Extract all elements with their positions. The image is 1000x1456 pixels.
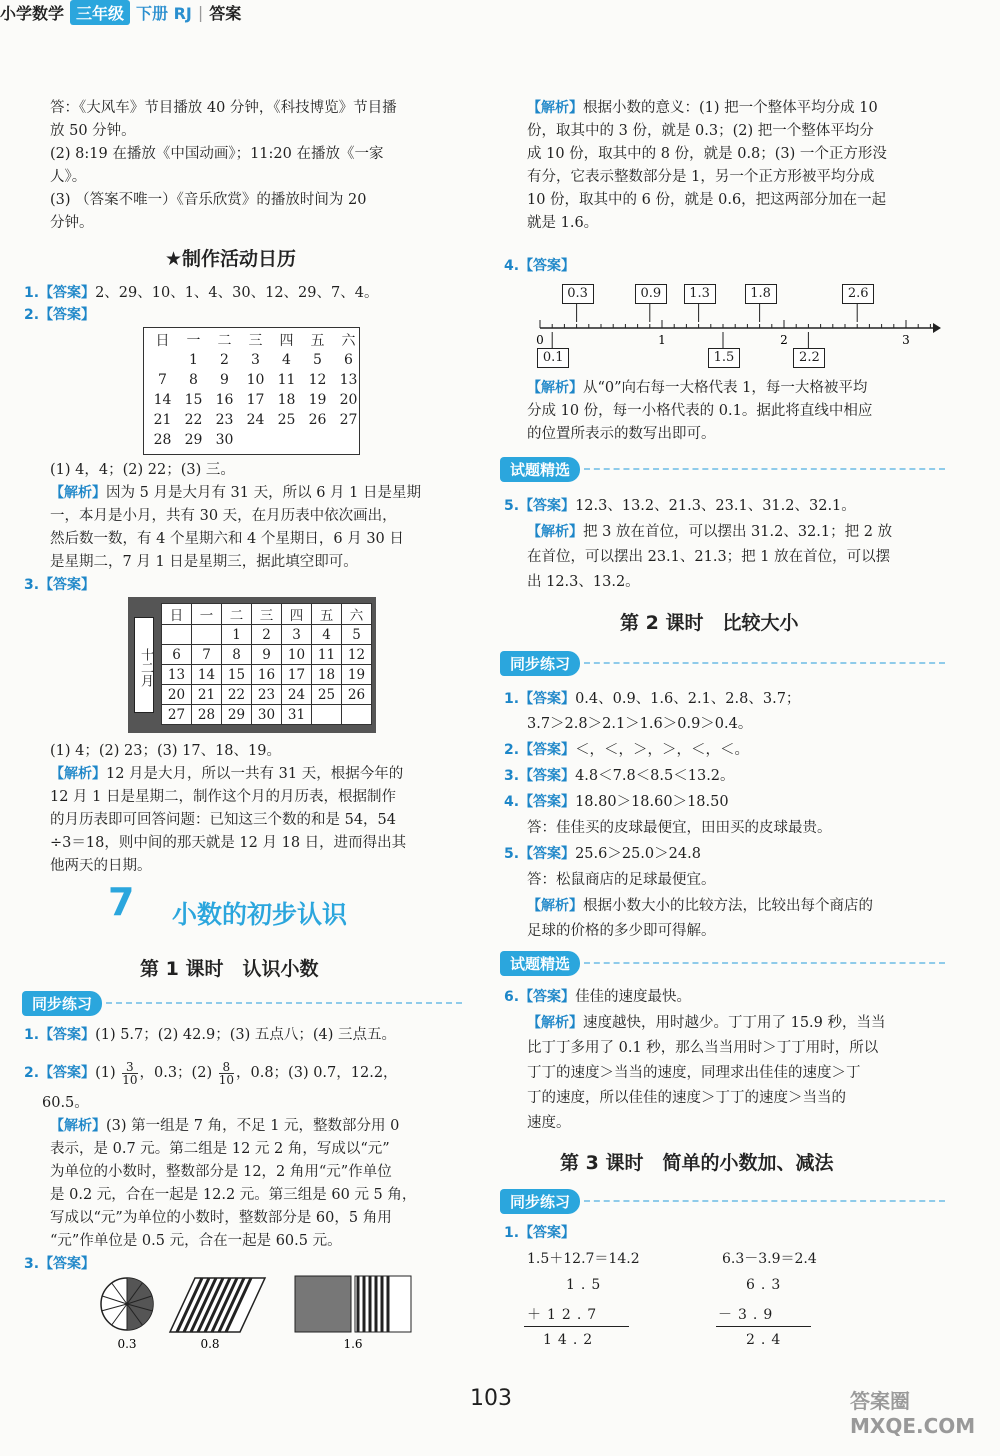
lesson-3-title: 第 3 课时 简单的小数加、减法 bbox=[560, 1152, 834, 1174]
answer-tag: 【答案】 bbox=[39, 307, 96, 323]
top-explanation bbox=[527, 97, 878, 119]
weekday-cell: 一 bbox=[186, 333, 201, 349]
day-cell: 14 bbox=[192, 665, 222, 685]
lesson-1-title: 第 1 课时 认识小数 bbox=[140, 958, 319, 980]
day-cell: 17 bbox=[246, 392, 265, 408]
day-cell bbox=[342, 705, 372, 725]
sync-practice-banner bbox=[22, 990, 462, 1016]
answer-text: 60.5。 bbox=[42, 1095, 89, 1111]
decimal-figures bbox=[95, 1272, 425, 1352]
answer-text: 25.6＞25.0＞24.8 bbox=[575, 846, 701, 862]
explanation-text: 是 0.2 元，合在一起是 12.2 元。第三组是 60 元 5 角， bbox=[50, 1187, 417, 1203]
intro-line: 人》。 bbox=[50, 169, 87, 185]
june-calendar bbox=[147, 330, 364, 450]
explanation-text: 把 3 放在首位，可以摆出 31.2、32.1；把 2 放 bbox=[583, 524, 893, 540]
calendar-week-row bbox=[162, 645, 372, 665]
explanation-text: 的月历表即可回答问题：已知这三个数的和是 54，54 bbox=[50, 812, 397, 828]
question-number: 1. bbox=[24, 1027, 40, 1043]
explanation-tag: 【解析】 bbox=[527, 898, 583, 914]
day-cell: 14 bbox=[153, 392, 172, 408]
explanation-text: 写成以“元”为单位的小数时，整数部分是 60，5 角用 bbox=[50, 1210, 392, 1226]
answer-text: ，0.3；(2) bbox=[139, 1065, 213, 1081]
l1-explanation bbox=[50, 1115, 399, 1137]
question-number: 2. bbox=[504, 742, 520, 758]
explanation-text: 份，取其中的 3 份，就是 0.3；(2) 把一个整体平均分 bbox=[527, 123, 874, 139]
question-number: 1. bbox=[504, 1225, 520, 1241]
square-figures bbox=[295, 1276, 411, 1332]
explanation-text: 从“0”向右每一大格代表 1，每一大格被平均 bbox=[583, 380, 868, 396]
calendar-week-row bbox=[147, 430, 364, 450]
answer-tag: 【答案】 bbox=[519, 846, 576, 862]
day-cell: 29 bbox=[184, 432, 203, 448]
question-6 bbox=[504, 986, 691, 1008]
day-cell: 12 bbox=[342, 645, 372, 665]
answer-tag: 【答案】 bbox=[519, 794, 576, 810]
day-cell: 4 bbox=[312, 625, 342, 645]
explanation-text: 然后数一数，有 4 个星期六和 4 个星期日，6 月 30 日 bbox=[50, 531, 404, 547]
day-cell: 13 bbox=[339, 372, 358, 388]
answer-text: 4.8＜7.8＜8.5＜13.2。 bbox=[575, 768, 735, 784]
weekday-cell: 四 bbox=[282, 604, 312, 625]
answer-tag: 【答案】 bbox=[39, 1065, 96, 1081]
day-cell bbox=[240, 430, 271, 450]
explanation-text: 丁丁的速度＞当当的速度，同理求出佳佳的速度＞丁 bbox=[527, 1065, 861, 1081]
weekday-cell: 日 bbox=[155, 333, 170, 349]
day-cell bbox=[333, 430, 364, 450]
weekday-cell: 五 bbox=[312, 604, 342, 625]
l2-question-4 bbox=[504, 791, 729, 813]
l2-question-2 bbox=[504, 739, 749, 761]
q6-explanation bbox=[527, 1012, 886, 1034]
intro-line: (2) 8:19 在播放《中国动画》；11:20 在播放《一家 bbox=[50, 146, 384, 162]
day-cell: 3 bbox=[282, 625, 312, 645]
day-cell: 16 bbox=[215, 392, 234, 408]
number-line-value-box: 0.3 bbox=[562, 284, 594, 304]
explanation-text: 比丁丁多用了 0.1 秒，那么当当用时＞丁丁用时，所以 bbox=[527, 1040, 879, 1056]
equation: 1.5＋12.7＝14.2 bbox=[527, 1251, 640, 1267]
explanation-tag: 【解析】 bbox=[50, 1118, 106, 1134]
answer-tag: 【答案】 bbox=[519, 258, 576, 274]
section-label: 试题精选 bbox=[500, 457, 580, 482]
question-4 bbox=[504, 255, 575, 277]
unit-title: 小数的初步认识 bbox=[172, 900, 348, 929]
day-cell: 21 bbox=[192, 685, 222, 705]
answer-text: 0.4、0.9、1.6、2.1、2.8、3.7； bbox=[575, 691, 801, 707]
answer-text: 2、29、10、1、4、30、12、29、7、4。 bbox=[95, 285, 379, 301]
day-cell: 15 bbox=[222, 665, 252, 685]
explanation-text: 丁的速度，所以佳佳的速度＞丁丁的速度＞当当的 bbox=[527, 1090, 846, 1106]
intro-line: 放 50 分钟。 bbox=[50, 123, 136, 139]
intro-line: 答：《大风车》节目播放 40 分钟，《科技博览》节目播 bbox=[50, 100, 397, 116]
explanation-text: 成 10 份，取其中的 8 份，就是 0.8；(3) 一个正方形没 bbox=[527, 146, 887, 162]
page-number: 103 bbox=[470, 1386, 512, 1411]
intro-line: 分钟。 bbox=[50, 215, 94, 231]
weekday-cell: 三 bbox=[252, 604, 282, 625]
weekday-cell: 六 bbox=[341, 333, 356, 349]
figure-label: 1.6 bbox=[343, 1337, 363, 1351]
explanation-text: 他两天的日期。 bbox=[50, 858, 152, 874]
answer-text: (1) 5.7；(2) 42.9；(3) 五点八；(4) 三点五。 bbox=[95, 1027, 397, 1043]
calc-rule bbox=[524, 1326, 629, 1327]
answer-tag: 【答案】 bbox=[519, 742, 576, 758]
explanation-tag: 【解析】 bbox=[527, 1015, 583, 1031]
day-cell: 5 bbox=[342, 625, 372, 645]
divider bbox=[106, 1002, 462, 1004]
day-cell: 30 bbox=[252, 705, 282, 725]
day-cell: 9 bbox=[252, 645, 282, 665]
weekday-header-row bbox=[147, 330, 364, 350]
l1-question-1 bbox=[24, 1024, 396, 1046]
weekday-cell: 六 bbox=[342, 604, 372, 625]
sync-practice-banner bbox=[500, 650, 945, 676]
numerator: 3 bbox=[122, 1061, 137, 1074]
l1-question-3 bbox=[24, 1253, 95, 1275]
q2-answer: (1) 4，4；(2) 22；(3) 三。 bbox=[50, 462, 235, 478]
l3-question-1 bbox=[504, 1222, 575, 1244]
q5-explanation bbox=[527, 521, 892, 543]
calendar-week-row bbox=[162, 685, 372, 705]
q4-explanation bbox=[527, 377, 867, 399]
numerator: 8 bbox=[219, 1061, 234, 1074]
day-cell: 28 bbox=[192, 705, 222, 725]
number-line bbox=[535, 282, 945, 372]
day-cell: 24 bbox=[246, 412, 265, 428]
day-cell bbox=[271, 430, 302, 450]
section-label: 同步练习 bbox=[500, 1189, 580, 1214]
day-cell: 31 bbox=[282, 705, 312, 725]
q2-explanation bbox=[50, 482, 421, 504]
lesson-2-title: 第 2 课时 比较大小 bbox=[620, 612, 799, 634]
day-cell: 11 bbox=[277, 372, 296, 388]
day-cell: 8 bbox=[222, 645, 252, 665]
day-cell: 5 bbox=[313, 352, 322, 368]
answer-tag: 【答案】 bbox=[519, 768, 576, 784]
number-line-value-box: 2.2 bbox=[793, 348, 825, 368]
day-cell: 23 bbox=[252, 685, 282, 705]
day-cell: 16 bbox=[252, 665, 282, 685]
divider bbox=[584, 962, 945, 964]
weekday-header-row bbox=[162, 604, 372, 625]
day-cell: 7 bbox=[158, 372, 167, 388]
parallelogram-figure bbox=[170, 1278, 265, 1332]
day-cell: 26 bbox=[308, 412, 327, 428]
l2-question-5 bbox=[504, 843, 701, 865]
question-number: 1. bbox=[504, 691, 520, 707]
number-line-value-box: 1.3 bbox=[684, 284, 716, 304]
vertical-calc-line: －3.9 bbox=[718, 1307, 779, 1323]
day-cell: 20 bbox=[339, 392, 358, 408]
weekday-cell: 五 bbox=[310, 333, 325, 349]
question-1 bbox=[24, 282, 378, 304]
answer-label: 答案 bbox=[209, 4, 242, 23]
answer-tag: 【答案】 bbox=[519, 498, 576, 514]
weekday-cell: 一 bbox=[192, 604, 222, 625]
question-3 bbox=[24, 574, 95, 596]
explanation-text: 根据小数大小的比较方法，比较出每个商店的 bbox=[583, 898, 873, 914]
day-cell: 23 bbox=[215, 412, 234, 428]
question-number: 3. bbox=[24, 1256, 40, 1272]
number-line-value-box: 1.8 bbox=[745, 284, 777, 304]
explanation-tag: 【解析】 bbox=[50, 485, 106, 501]
answer-tag: 【答案】 bbox=[519, 1225, 576, 1241]
figure-label: 0.3 bbox=[117, 1337, 137, 1351]
q3-explanation bbox=[50, 763, 403, 785]
explanation-tag: 【解析】 bbox=[50, 766, 106, 782]
explanation-text: 一，本月是小月，共有 30 天，在月历表中依次画出， bbox=[50, 508, 397, 524]
question-number: 4. bbox=[504, 258, 520, 274]
calc-rule bbox=[716, 1326, 811, 1327]
explanation-text: 为单位的小数时，整数部分是 12，2 角用“元”作单位 bbox=[50, 1164, 392, 1180]
number-line-value-box: 0.1 bbox=[537, 348, 569, 368]
month-label: 十二月 bbox=[134, 617, 154, 713]
section-label: 同步练习 bbox=[500, 651, 580, 676]
explanation-text: 12 月是大月，所以一共有 31 天，根据今年的 bbox=[106, 766, 404, 782]
vertical-calc-line: ＋12.7 bbox=[527, 1307, 603, 1323]
explanation-text: 分成 10 份，每一小格代表的 0.1。据此将直线中相应 bbox=[527, 403, 873, 419]
day-cell: 15 bbox=[184, 392, 203, 408]
section-label: 试题精选 bbox=[500, 951, 580, 976]
answer-tag: 【答案】 bbox=[39, 1027, 96, 1043]
calendar-week-row bbox=[162, 705, 372, 725]
circle-figure bbox=[101, 1278, 153, 1330]
calendar-week-row bbox=[147, 410, 364, 430]
day-cell: 3 bbox=[251, 352, 260, 368]
calendar-activity-title: ★制作活动日历 bbox=[165, 248, 297, 270]
vertical-calc-line: 1.5 bbox=[566, 1277, 607, 1293]
explanation-text: 是星期二，7 月 1 日是星期三，据此填空即可。 bbox=[50, 554, 358, 570]
vertical-calc-line: 14.2 bbox=[543, 1332, 599, 1348]
unit-number: 7 bbox=[108, 880, 135, 924]
day-cell: 19 bbox=[308, 392, 327, 408]
tick-label: 0 bbox=[536, 333, 544, 347]
explanation-text: 表示，是 0.7 元。第二组是 12 元 2 角，写成以“元” bbox=[50, 1141, 390, 1157]
day-cell: 17 bbox=[282, 665, 312, 685]
day-cell bbox=[302, 430, 333, 450]
number-line-value-box: 1.5 bbox=[708, 348, 740, 368]
tick-label: 1 bbox=[658, 333, 666, 347]
day-cell: 22 bbox=[222, 685, 252, 705]
explanation-text: 就是 1.6。 bbox=[527, 215, 599, 231]
tick-label: 3 bbox=[902, 333, 910, 347]
l1-question-2 bbox=[24, 1058, 398, 1088]
day-cell: 30 bbox=[215, 432, 234, 448]
volume-label: 下册 RJ bbox=[136, 4, 192, 23]
day-cell: 20 bbox=[162, 685, 192, 705]
day-cell: 22 bbox=[184, 412, 203, 428]
question-number: 3. bbox=[504, 768, 520, 784]
explanation-tag: 【解析】 bbox=[527, 100, 583, 116]
q3-answer: (1) 4；(2) 23；(3) 17、18、19。 bbox=[50, 743, 281, 759]
day-cell: 24 bbox=[282, 685, 312, 705]
day-cell: 13 bbox=[162, 665, 192, 685]
explanation-text: 根据小数的意义：(1) 把一个整体平均分成 10 bbox=[583, 100, 878, 116]
answer-text: 12.3、13.2、21.3、23.1、31.2、32.1。 bbox=[575, 498, 856, 514]
header-separator: | bbox=[197, 3, 204, 22]
explanation-text: 12 月 1 日是星期二，制作这个月的月历表，根据制作 bbox=[50, 789, 397, 805]
day-cell: 2 bbox=[252, 625, 282, 645]
day-cell: 18 bbox=[277, 392, 296, 408]
answer-text: 佳佳的速度最快。 bbox=[575, 989, 692, 1005]
subject-label: 小学数学 bbox=[0, 4, 65, 23]
question-number: 1. bbox=[24, 285, 40, 301]
calendar-week-row bbox=[147, 370, 364, 390]
explanation-text: 速度越快，用时越少。丁丁用了 15.9 秒，当当 bbox=[583, 1015, 886, 1031]
day-cell: 1 bbox=[222, 625, 252, 645]
day-cell bbox=[162, 625, 192, 645]
explanation-text: 的位置所表示的数写出即可。 bbox=[527, 426, 716, 442]
question-number: 6. bbox=[504, 989, 520, 1005]
day-cell: 1 bbox=[189, 352, 198, 368]
explanation-text: 在首位，可以摆出 23.1、21.3；把 1 放在首位，可以摆 bbox=[527, 549, 891, 565]
answer-text: 18.80＞18.60＞18.50 bbox=[575, 794, 729, 810]
answer-tag: 【答案】 bbox=[39, 1256, 96, 1272]
day-cell: 11 bbox=[312, 645, 342, 665]
vertical-calc-line: 2.4 bbox=[746, 1332, 787, 1348]
answer-text: 答：松鼠商店的足球最便宜。 bbox=[527, 872, 716, 888]
explanation-text: 足球的价格的多少即可得解。 bbox=[527, 923, 716, 939]
grade-badge: 三年级 bbox=[70, 0, 130, 25]
day-cell: 8 bbox=[189, 372, 198, 388]
denominator: 10 bbox=[122, 1072, 138, 1087]
weekday-cell: 二 bbox=[217, 333, 232, 349]
december-calendar bbox=[161, 603, 372, 725]
explanation-text: 10 份，取其中的 6 份，就是 0.6，把这两部分加在一起 bbox=[527, 192, 887, 208]
day-cell: 4 bbox=[282, 352, 291, 368]
question-number: 4. bbox=[504, 794, 520, 810]
day-cell: 26 bbox=[342, 685, 372, 705]
day-cell: 6 bbox=[162, 645, 192, 665]
question-number: 2. bbox=[24, 1065, 40, 1081]
day-cell: 10 bbox=[282, 645, 312, 665]
day-cell: 9 bbox=[220, 372, 229, 388]
denominator: 10 bbox=[218, 1072, 234, 1087]
vertical-calc-line: 6.3 bbox=[746, 1277, 787, 1293]
answer-text: ＜，＜，＞，＞，＜，＜。 bbox=[575, 742, 750, 758]
answer-text: 答：佳佳买的皮球最便宜，田田买的皮球最贵。 bbox=[527, 820, 832, 836]
day-cell: 12 bbox=[308, 372, 327, 388]
answer-tag: 【答案】 bbox=[39, 285, 96, 301]
figure-label: 0.8 bbox=[200, 1337, 220, 1351]
day-cell: 27 bbox=[162, 705, 192, 725]
explanation-tag: 【解析】 bbox=[527, 524, 583, 540]
calendar-week-row bbox=[162, 625, 372, 645]
tick-label: 2 bbox=[780, 333, 788, 347]
watermark-logo: 答案圈 MXQE.COM bbox=[850, 1389, 976, 1438]
weekday-cell: 四 bbox=[279, 333, 294, 349]
answer-text: (1) bbox=[95, 1065, 116, 1081]
day-cell: 27 bbox=[339, 412, 358, 428]
explanation-tag: 【解析】 bbox=[527, 380, 583, 396]
answer-text: ，0.8；(3) 0.7，12.2， bbox=[236, 1065, 398, 1081]
number-line-value-box: 2.6 bbox=[842, 284, 874, 304]
test-selection-banner bbox=[500, 950, 945, 976]
day-cell bbox=[147, 350, 178, 370]
day-cell: 6 bbox=[344, 352, 353, 368]
l2-question-3 bbox=[504, 765, 735, 787]
answer-text: 3.7＞2.8＞2.1＞1.6＞0.9＞0.4。 bbox=[527, 716, 753, 732]
answer-tag: 【答案】 bbox=[519, 989, 576, 1005]
weekday-cell: 三 bbox=[248, 333, 263, 349]
weekday-cell: 二 bbox=[222, 604, 252, 625]
day-cell: 28 bbox=[153, 432, 172, 448]
section-label: 同步练习 bbox=[22, 991, 102, 1016]
equation: 6.3－3.9＝2.4 bbox=[722, 1251, 817, 1267]
test-selection-banner bbox=[500, 456, 945, 482]
fraction bbox=[122, 1061, 137, 1086]
explanation-text: 有分，它表示整数部分是 1，另一个正方形被平均分成 bbox=[527, 169, 875, 185]
explanation-text: 速度。 bbox=[527, 1115, 571, 1131]
explanation-text: (3) 第一组是 7 角，不足 1 元，整数部分用 0 bbox=[106, 1118, 400, 1134]
question-2 bbox=[24, 304, 95, 326]
question-number: 5. bbox=[504, 846, 520, 862]
day-cell: 25 bbox=[312, 685, 342, 705]
sync-practice-banner bbox=[500, 1188, 945, 1214]
answer-tag: 【答案】 bbox=[519, 691, 576, 707]
divider bbox=[584, 662, 945, 664]
intro-line: (3) （答案不唯一）《音乐欣赏》的播放时间为 20 bbox=[50, 192, 367, 208]
explanation-text: ÷3＝18，则中间的那天就是 12 月 18 日，进而得出其 bbox=[50, 835, 407, 851]
answer-tag: 【答案】 bbox=[39, 577, 96, 593]
calendar-week-row bbox=[147, 390, 364, 410]
page-header bbox=[0, 0, 1000, 25]
day-cell: 29 bbox=[222, 705, 252, 725]
divider bbox=[584, 468, 945, 470]
weekday-cell: 日 bbox=[162, 604, 192, 625]
day-cell: 10 bbox=[246, 372, 265, 388]
day-cell bbox=[312, 705, 342, 725]
l2-question-1 bbox=[504, 688, 800, 710]
explanation-text: “元”作单位是 0.5 元，合在一起是 60.5 元。 bbox=[50, 1233, 342, 1249]
day-cell: 25 bbox=[277, 412, 296, 428]
day-cell: 19 bbox=[342, 665, 372, 685]
day-cell: 21 bbox=[153, 412, 172, 428]
day-cell: 2 bbox=[220, 352, 229, 368]
calendar-week-row bbox=[147, 350, 364, 370]
divider bbox=[584, 1200, 945, 1202]
question-number: 5. bbox=[504, 498, 520, 514]
question-5 bbox=[504, 495, 856, 517]
fraction bbox=[219, 1061, 234, 1086]
calendar-week-row bbox=[162, 665, 372, 685]
l2-q5-explanation bbox=[527, 895, 873, 917]
day-cell: 18 bbox=[312, 665, 342, 685]
question-number: 2. bbox=[24, 307, 40, 323]
number-line-value-box: 0.9 bbox=[635, 284, 667, 304]
explanation-text: 出 12.3、13.2。 bbox=[527, 574, 640, 590]
december-calendar-board bbox=[128, 597, 376, 733]
explanation-text: 因为 5 月是大月有 31 天，所以 6 月 1 日是星期 bbox=[106, 485, 421, 501]
day-cell bbox=[192, 625, 222, 645]
day-cell: 7 bbox=[192, 645, 222, 665]
question-number: 3. bbox=[24, 577, 40, 593]
